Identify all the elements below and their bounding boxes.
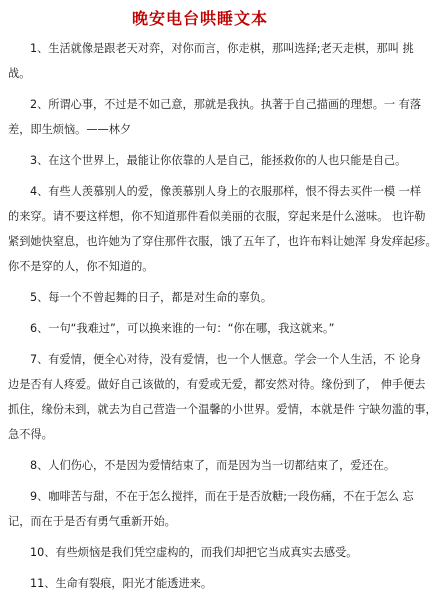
paragraph-line: 2、所谓心事，不过是不如己意，那就是我执。执著于自己描画的理想。一 有落	[30, 98, 422, 111]
paragraph-line: 紧到她快窒息，也许她为了穿住那件衣服，饿了五年了，也许布料让她浑 身发痒起疹。	[8, 235, 437, 248]
paragraph-line: 的来穿。请不要这样想，你不知道那件看似美丽的衣服，穿起来是什么滋味。 也许勒	[8, 210, 426, 223]
paragraph	[8, 316, 392, 341]
paragraph	[8, 36, 414, 86]
paragraph	[8, 285, 392, 310]
paragraph	[8, 540, 392, 565]
paragraph	[8, 179, 437, 279]
paragraph-line: 8、人们伤心，不是因为爱情结束了，而是因为当一切都结束了，爱还在。	[30, 459, 396, 472]
paragraph-line: 战。	[8, 67, 31, 80]
paragraph-line: 边是否有人疼爱。做好自己该做的，有爱或无爱，都安然对待。缘份到了， 伸手便去	[8, 378, 426, 391]
paragraph-line: 记，而在于是否有勇气重新开始。	[8, 515, 176, 528]
paragraph-line: 急不得。	[8, 428, 53, 441]
paragraph	[8, 484, 414, 534]
paragraph-line: 抓住，缘份未到，就去为自己营造一个温馨的小世界。爱情，本就是件 宁缺勿滥的事，	[8, 403, 437, 416]
paragraph-line: 5、每一个不曾起舞的日子，都是对生命的辜负。	[30, 291, 273, 304]
paragraph	[8, 92, 422, 142]
paragraph	[8, 453, 396, 478]
paragraph-line: 差，即生烦恼。——林夕	[8, 123, 132, 136]
paragraph-line: 3、在这个世界上，最能让你依靠的人是自己，能拯救你的人也只能是自己。	[30, 154, 407, 167]
document-body	[8, 36, 437, 602]
paragraph	[8, 347, 437, 447]
paragraph-line: 7、有爱情，便全心对待，没有爱情，也一个人惬意。学会一个人生活，不 论身	[30, 353, 422, 366]
paragraph	[8, 571, 392, 596]
paragraph-line: 4、有些人羡慕别人的爱，像羡慕别人身上的衣服那样，恨不得去买件一模 一样	[30, 185, 422, 198]
paragraph-line: 11、生命有裂痕，阳光才能透进来。	[30, 577, 213, 590]
paragraph-line: 6、一句“我难过”，可以换来谁的一句：“你在哪，我这就来。”	[30, 322, 335, 335]
paragraph	[8, 148, 407, 173]
paragraph-line: 9、咖啡苦与甜，不在于怎么搅拌，而在于是否放糖;一段伤痛，不在于怎么 忘	[30, 490, 414, 503]
document-title: 晚安电台哄睡文本	[131, 9, 268, 28]
paragraph-line: 10、有些烦恼是我们凭空虚构的，而我们却把它当成真实去感受。	[30, 546, 358, 559]
paragraph-line: 1、生活就像是跟老天对弈，对你而言，你走棋，那叫选择;老天走棋，那叫 挑	[30, 42, 414, 55]
paragraph-line: 你不是穿的人，你不知道的。	[8, 260, 154, 273]
